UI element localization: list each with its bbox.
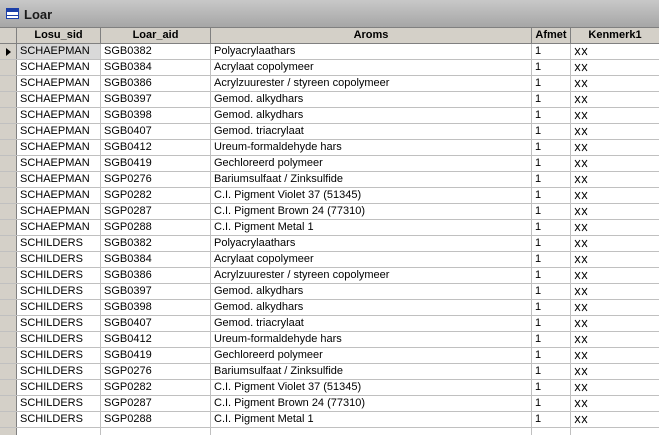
ole-object-marker-icon (574, 367, 588, 376)
cell-afmet[interactable]: 1 (532, 140, 571, 155)
cell-kenmerk1[interactable] (571, 316, 659, 331)
cell-afmet[interactable]: 1 (532, 188, 571, 203)
cell-aroms[interactable]: Gemod. alkydhars (211, 92, 532, 107)
row-selector[interactable] (0, 428, 17, 435)
cell-kenmerk1[interactable] (571, 204, 659, 219)
cell-losu-sid[interactable]: SCHILDERS (17, 316, 101, 331)
table-row[interactable] (0, 60, 659, 76)
table-row[interactable] (0, 428, 659, 435)
column-header-row (0, 28, 659, 44)
row-selector[interactable] (0, 124, 17, 139)
cell-loar-aid[interactable]: SGB0407 (101, 316, 211, 331)
cell-aroms[interactable]: Acrylzuurester / styreen copolymeer (211, 268, 532, 283)
cell-loar-aid[interactable]: SGP0276 (101, 172, 211, 187)
cell-kenmerk1[interactable] (571, 380, 659, 395)
cell-losu-sid[interactable]: SCHILDERS (17, 268, 101, 283)
cell-aroms[interactable]: C.I. Pigment Metal 1 (211, 220, 532, 235)
cell-loar-aid[interactable]: SGB0419 (101, 156, 211, 171)
table-row[interactable] (0, 332, 659, 348)
cell-aroms[interactable]: Gemod. triacrylaat (211, 316, 532, 331)
table-row[interactable] (0, 348, 659, 364)
cell-kenmerk1[interactable] (571, 364, 659, 379)
cell-losu-sid[interactable]: SCHILDERS (17, 380, 101, 395)
cell-kenmerk1[interactable] (571, 92, 659, 107)
row-selector[interactable] (0, 60, 17, 75)
table-row[interactable] (0, 76, 659, 92)
table-row[interactable] (0, 284, 659, 300)
cell-aroms[interactable]: C.I. Pigment Violet 37 (51345) (211, 188, 532, 203)
cell-loar-aid[interactable]: SGB0412 (101, 140, 211, 155)
cell-losu-sid[interactable]: SCHAEPMAN (17, 60, 101, 75)
cell-afmet[interactable]: 1 (532, 236, 571, 251)
cell-loar-aid[interactable] (101, 428, 211, 435)
column-header-loar-aid[interactable]: Loar_aid (101, 28, 211, 43)
ole-object-marker-icon (574, 175, 588, 184)
row-selector[interactable] (0, 316, 17, 331)
table-row[interactable] (0, 300, 659, 316)
row-selector[interactable] (0, 108, 17, 123)
cell-aroms[interactable]: Acrylaat copolymeer (211, 60, 532, 75)
cell-afmet[interactable]: 1 (532, 220, 571, 235)
cell-losu-sid[interactable]: SCHILDERS (17, 396, 101, 411)
current-record-arrow-icon (6, 48, 11, 56)
cell-loar-aid[interactable]: SGB0384 (101, 60, 211, 75)
cell-afmet[interactable]: 1 (532, 44, 571, 59)
cell-afmet[interactable]: 1 (532, 268, 571, 283)
cell-aroms[interactable]: C.I. Pigment Metal 1 (211, 412, 532, 427)
cell-losu-sid[interactable]: SCHAEPMAN (17, 108, 101, 123)
column-header-aroms[interactable]: Aroms (211, 28, 532, 43)
cell-aroms[interactable]: Polyacrylaathars (211, 44, 532, 59)
cell-afmet[interactable] (532, 428, 571, 435)
row-selector[interactable] (0, 348, 17, 363)
ole-object-marker-icon (574, 239, 588, 248)
cell-afmet[interactable]: 1 (532, 60, 571, 75)
cell-aroms[interactable]: Gemod. triacrylaat (211, 124, 532, 139)
cell-losu-sid[interactable]: SCHAEPMAN (17, 76, 101, 91)
ole-object-marker-icon (574, 271, 588, 280)
row-selector[interactable] (0, 364, 17, 379)
row-selector[interactable] (0, 268, 17, 283)
cell-loar-aid[interactable]: SGP0288 (101, 220, 211, 235)
cell-aroms[interactable]: C.I. Pigment Brown 24 (77310) (211, 396, 532, 411)
cell-aroms[interactable]: Ureum-formaldehyde hars (211, 332, 532, 347)
cell-kenmerk1[interactable] (571, 108, 659, 123)
ole-object-marker-icon (574, 255, 588, 264)
cell-afmet[interactable]: 1 (532, 204, 571, 219)
row-selector[interactable] (0, 220, 17, 235)
cell-kenmerk1[interactable] (571, 172, 659, 187)
table-body (0, 44, 659, 435)
cell-afmet[interactable]: 1 (532, 300, 571, 315)
cell-kenmerk1[interactable] (571, 76, 659, 91)
cell-afmet[interactable]: 1 (532, 92, 571, 107)
cell-kenmerk1[interactable] (571, 220, 659, 235)
row-selector[interactable] (0, 156, 17, 171)
table-row[interactable] (0, 396, 659, 412)
cell-afmet[interactable]: 1 (532, 252, 571, 267)
table-row[interactable] (0, 204, 659, 220)
cell-kenmerk1[interactable] (571, 140, 659, 155)
cell-losu-sid[interactable]: SCHAEPMAN (17, 92, 101, 107)
cell-afmet[interactable]: 1 (532, 284, 571, 299)
table-row[interactable] (0, 156, 659, 172)
cell-afmet[interactable]: 1 (532, 412, 571, 427)
cell-kenmerk1[interactable] (571, 428, 659, 435)
cell-losu-sid[interactable]: SCHAEPMAN (17, 156, 101, 171)
cell-afmet[interactable]: 1 (532, 156, 571, 171)
cell-aroms[interactable]: Gechloreerd polymeer (211, 348, 532, 363)
row-selector[interactable] (0, 76, 17, 91)
cell-aroms[interactable]: Bariumsulfaat / Zinksulfide (211, 172, 532, 187)
table-row[interactable] (0, 124, 659, 140)
column-header-afmet[interactable]: Afmet (532, 28, 571, 43)
select-all-corner[interactable] (0, 28, 17, 43)
cell-kenmerk1[interactable] (571, 236, 659, 251)
cell-aroms[interactable]: Ureum-formaldehyde hars (211, 140, 532, 155)
table-row[interactable] (0, 108, 659, 124)
ole-object-marker-icon (574, 207, 588, 216)
cell-afmet[interactable]: 1 (532, 172, 571, 187)
cell-loar-aid[interactable]: SGP0287 (101, 204, 211, 219)
table-row[interactable] (0, 188, 659, 204)
row-selector[interactable] (0, 412, 17, 427)
cell-aroms[interactable]: Acrylaat copolymeer (211, 252, 532, 267)
cell-losu-sid[interactable]: SCHILDERS (17, 364, 101, 379)
cell-losu-sid[interactable]: SCHILDERS (17, 236, 101, 251)
cell-kenmerk1[interactable] (571, 396, 659, 411)
cell-kenmerk1[interactable] (571, 412, 659, 427)
cell-loar-aid[interactable]: SGB0386 (101, 76, 211, 91)
cell-aroms[interactable]: Gemod. alkydhars (211, 300, 532, 315)
cell-losu-sid[interactable]: SCHAEPMAN (17, 140, 101, 155)
table-row[interactable] (0, 412, 659, 428)
table-row[interactable] (0, 220, 659, 236)
ole-object-marker-icon (574, 287, 588, 296)
cell-losu-sid[interactable]: SCHAEPMAN (17, 220, 101, 235)
cell-aroms[interactable]: C.I. Pigment Violet 37 (51345) (211, 380, 532, 395)
cell-loar-aid[interactable]: SGB0382 (101, 44, 211, 59)
table-row[interactable] (0, 172, 659, 188)
cell-kenmerk1[interactable] (571, 348, 659, 363)
cell-loar-aid[interactable]: SGP0282 (101, 380, 211, 395)
cell-afmet[interactable]: 1 (532, 396, 571, 411)
cell-afmet[interactable]: 1 (532, 76, 571, 91)
ole-object-marker-icon (574, 303, 588, 312)
table-row[interactable] (0, 236, 659, 252)
row-selector[interactable] (0, 92, 17, 107)
cell-kenmerk1[interactable] (571, 332, 659, 347)
cell-losu-sid[interactable]: SCHILDERS (17, 300, 101, 315)
cell-losu-sid[interactable]: SCHILDERS (17, 348, 101, 363)
cell-afmet[interactable]: 1 (532, 380, 571, 395)
cell-afmet[interactable]: 1 (532, 332, 571, 347)
datasheet-grid (0, 28, 659, 435)
ole-object-marker-icon (574, 351, 588, 360)
column-header-kenmerk1[interactable]: Kenmerk1 (571, 28, 659, 43)
row-selector[interactable] (0, 188, 17, 203)
cell-loar-aid[interactable]: SGB0397 (101, 284, 211, 299)
cell-losu-sid[interactable]: SCHAEPMAN (17, 124, 101, 139)
cell-afmet[interactable]: 1 (532, 124, 571, 139)
cell-loar-aid[interactable]: SGB0397 (101, 92, 211, 107)
table-row[interactable] (0, 364, 659, 380)
row-selector[interactable] (0, 236, 17, 251)
cell-afmet[interactable]: 1 (532, 108, 571, 123)
cell-kenmerk1[interactable] (571, 284, 659, 299)
cell-loar-aid[interactable]: SGB0384 (101, 252, 211, 267)
cell-losu-sid[interactable]: SCHILDERS (17, 284, 101, 299)
table-row[interactable] (0, 140, 659, 156)
cell-aroms[interactable]: Acrylzuurester / styreen copolymeer (211, 76, 532, 91)
cell-loar-aid[interactable]: SGB0412 (101, 332, 211, 347)
cell-losu-sid[interactable]: SCHILDERS (17, 412, 101, 427)
cell-aroms[interactable]: Gemod. alkydhars (211, 108, 532, 123)
ole-object-marker-icon (574, 383, 588, 392)
row-selector[interactable] (0, 332, 17, 347)
cell-kenmerk1[interactable] (571, 60, 659, 75)
cell-losu-sid[interactable]: SCHAEPMAN (17, 204, 101, 219)
ole-object-marker-icon (574, 319, 588, 328)
row-selector[interactable] (0, 284, 17, 299)
ole-object-marker-icon (574, 399, 588, 408)
cell-afmet[interactable]: 1 (532, 316, 571, 331)
ole-object-marker-icon (574, 79, 588, 88)
cell-loar-aid[interactable]: SGP0287 (101, 396, 211, 411)
table-icon (6, 8, 19, 19)
ole-object-marker-icon (574, 191, 588, 200)
ole-object-marker-icon (574, 159, 588, 168)
cell-loar-aid[interactable]: SGB0419 (101, 348, 211, 363)
ole-object-marker-icon (574, 335, 588, 344)
cell-loar-aid[interactable]: SGB0398 (101, 108, 211, 123)
cell-loar-aid[interactable]: SGB0382 (101, 236, 211, 251)
ole-object-marker-icon (574, 111, 588, 120)
cell-kenmerk1[interactable] (571, 124, 659, 139)
cell-losu-sid[interactable]: SCHILDERS (17, 252, 101, 267)
row-selector[interactable] (0, 252, 17, 267)
cell-loar-aid[interactable]: SGP0282 (101, 188, 211, 203)
ole-object-marker-icon (574, 127, 588, 136)
cell-kenmerk1[interactable] (571, 188, 659, 203)
cell-losu-sid[interactable] (17, 428, 101, 435)
row-selector[interactable] (0, 44, 17, 59)
ole-object-marker-icon (574, 63, 588, 72)
table-row[interactable] (0, 268, 659, 284)
row-selector[interactable] (0, 140, 17, 155)
row-selector[interactable] (0, 172, 17, 187)
table-row[interactable] (0, 316, 659, 332)
cell-loar-aid[interactable]: SGB0407 (101, 124, 211, 139)
column-header-losu-sid[interactable]: Losu_sid (17, 28, 101, 43)
title-bar[interactable] (0, 0, 659, 28)
cell-afmet[interactable]: 1 (532, 348, 571, 363)
table-row[interactable] (0, 252, 659, 268)
table-row[interactable] (0, 380, 659, 396)
cell-losu-sid[interactable]: SCHAEPMAN (17, 172, 101, 187)
ole-object-marker-icon (574, 95, 588, 104)
table-row[interactable] (0, 44, 659, 60)
cell-kenmerk1[interactable] (571, 44, 659, 59)
cell-aroms[interactable]: Gechloreerd polymeer (211, 156, 532, 171)
cell-kenmerk1[interactable] (571, 156, 659, 171)
cell-loar-aid[interactable]: SGP0288 (101, 412, 211, 427)
cell-kenmerk1[interactable] (571, 268, 659, 283)
cell-losu-sid[interactable]: SCHAEPMAN (17, 44, 101, 59)
cell-losu-sid[interactable]: SCHAEPMAN (17, 188, 101, 203)
ole-object-marker-icon (574, 143, 588, 152)
cell-loar-aid[interactable]: SGB0398 (101, 300, 211, 315)
cell-aroms[interactable]: C.I. Pigment Brown 24 (77310) (211, 204, 532, 219)
table-row[interactable] (0, 92, 659, 108)
window-title: Loar (24, 7, 53, 22)
cell-aroms[interactable] (211, 428, 532, 435)
ole-object-marker-icon (574, 415, 588, 424)
ole-object-marker-icon (574, 223, 588, 232)
cell-aroms[interactable]: Gemod. alkydhars (211, 284, 532, 299)
cell-aroms[interactable]: Polyacrylaathars (211, 236, 532, 251)
row-selector[interactable] (0, 204, 17, 219)
cell-loar-aid[interactable]: SGB0386 (101, 268, 211, 283)
cell-loar-aid[interactable]: SGP0276 (101, 364, 211, 379)
cell-losu-sid[interactable]: SCHILDERS (17, 332, 101, 347)
cell-afmet[interactable]: 1 (532, 364, 571, 379)
row-selector[interactable] (0, 300, 17, 315)
row-selector[interactable] (0, 396, 17, 411)
ole-object-marker-icon (574, 47, 588, 56)
cell-kenmerk1[interactable] (571, 300, 659, 315)
cell-kenmerk1[interactable] (571, 252, 659, 267)
cell-aroms[interactable]: Bariumsulfaat / Zinksulfide (211, 364, 532, 379)
row-selector[interactable] (0, 380, 17, 395)
